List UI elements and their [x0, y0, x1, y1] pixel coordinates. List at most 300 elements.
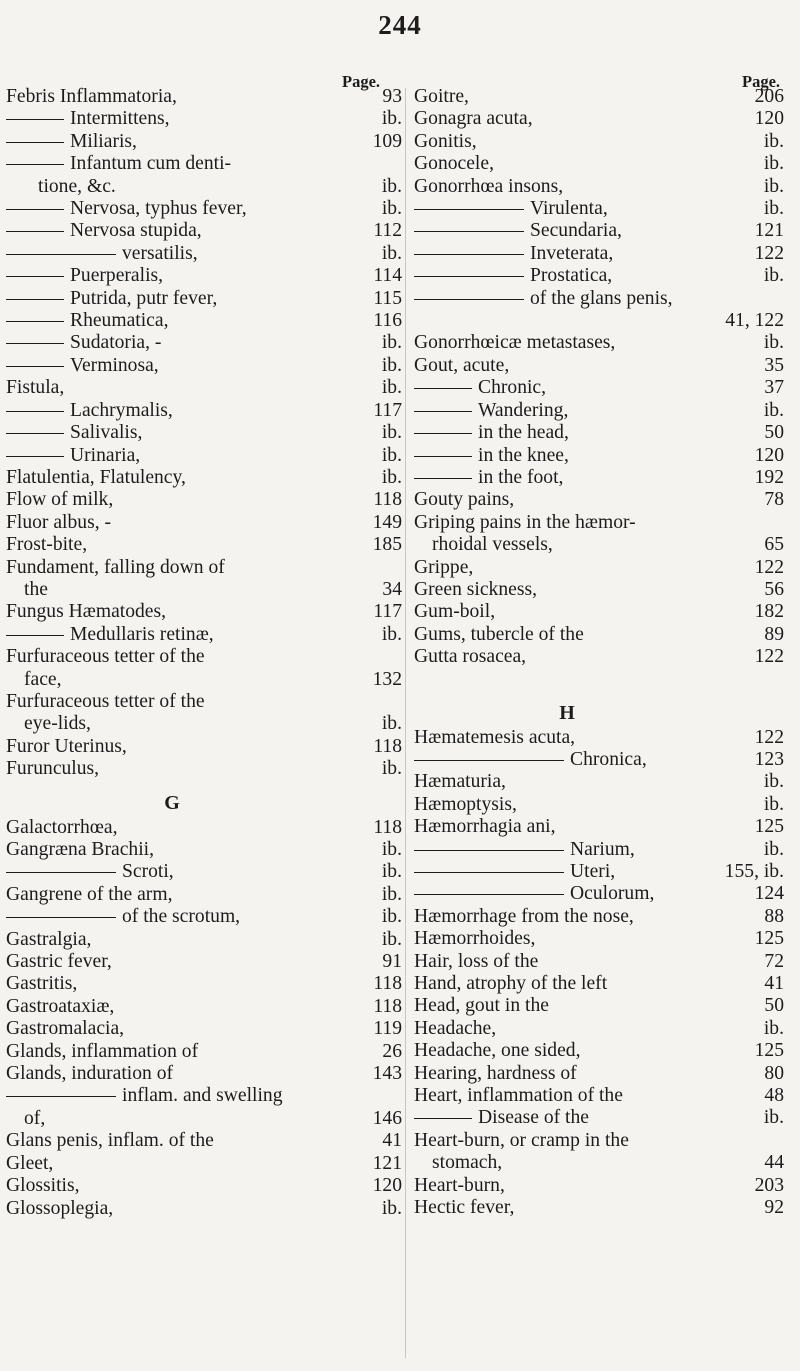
index-entry [6, 736, 402, 758]
entry-term: Glans penis, inflam. of the [6, 1130, 214, 1152]
index-entry [6, 534, 402, 556]
entry-term: Infantum cum denti- [70, 153, 232, 175]
entry-term: Glossitis, [6, 1175, 80, 1197]
entry-term: rhoidal vessels, [432, 534, 553, 556]
entry-page-ref: ib. [381, 928, 402, 950]
entry-term: Virulenta, [530, 198, 608, 220]
index-entry [6, 817, 402, 839]
entry-page-ref: 120 [754, 444, 784, 466]
index-entry [414, 928, 784, 950]
entry-term: Gangræna Brachii, [6, 839, 154, 860]
entry-page-ref: ib. [381, 422, 402, 444]
entry-term: Grippe, [414, 556, 474, 578]
entry-page-ref: 121 [754, 220, 784, 242]
entry-page-ref: 125 [754, 1040, 784, 1062]
entry-page-ref: ib. [381, 354, 402, 376]
index-entry [6, 646, 402, 668]
index-entry [6, 108, 402, 130]
entry-term: Hæmorrhage from the nose, [414, 905, 634, 927]
entry-term: Headache, [414, 1017, 497, 1039]
entry-page-ref: 118 [373, 489, 402, 511]
index-entry [414, 377, 784, 399]
index-entry [414, 176, 784, 198]
entry-term: Intermittens, [70, 108, 170, 130]
entry-page-ref: ib. [381, 242, 402, 264]
ditto-rule [6, 119, 64, 120]
entry-page-ref: ib. [763, 153, 784, 175]
entry-term: of, [24, 1107, 46, 1129]
entry-term: Frost-bite, [6, 534, 88, 556]
entry-term: Furfuraceous tetter of the [6, 690, 205, 712]
entry-term: Flatulentia, Flatulency, [6, 466, 186, 488]
entry-page-ref: 89 [764, 623, 784, 645]
entry-page-ref: 48 [764, 1085, 784, 1107]
entry-page-ref: ib. [381, 623, 402, 645]
entry-term: Green sickness, [414, 578, 537, 600]
index-entry [6, 355, 402, 377]
entry-page-ref: ib. [381, 108, 402, 130]
entry-term: Hæmatemesis acuta, [414, 726, 576, 748]
entry-term: Verminosa, [70, 354, 159, 376]
index-entry [6, 884, 402, 906]
entry-page-ref: ib. [381, 906, 402, 928]
entry-term: Chronica, [570, 748, 647, 770]
index-entry [414, 839, 784, 861]
page-column-heading-left: Page. [342, 72, 381, 91]
entry-term: Gastric fever, [6, 951, 112, 973]
index-entry [414, 1107, 784, 1129]
entry-term: Hectic fever, [414, 1197, 515, 1219]
index-column-right [414, 86, 784, 1220]
ditto-rule [414, 254, 524, 255]
entry-page-ref: 121 [372, 1152, 402, 1174]
ditto-rule [6, 366, 64, 367]
index-entry [414, 1152, 784, 1174]
index-entry [6, 758, 402, 780]
index-entry [414, 512, 784, 534]
entry-term: Disease of the [478, 1107, 589, 1129]
entry-page-ref: 112 [373, 220, 402, 242]
entry-page-ref: 116 [373, 310, 402, 332]
entry-page-ref: 132 [372, 668, 402, 690]
index-entry [6, 839, 402, 861]
index-entry [6, 243, 402, 265]
entry-page-ref: 41 [382, 1130, 402, 1152]
entry-page-ref: ib. [381, 175, 402, 197]
entry-term: Glands, induration of [6, 1063, 174, 1085]
entry-page-ref: 44 [764, 1152, 784, 1174]
index-entry [414, 995, 784, 1017]
index-entry [6, 1153, 402, 1175]
entry-term: of the glans penis, [530, 287, 673, 309]
index-entry [414, 727, 784, 749]
entry-term: Fungus Hæmatodes, [6, 601, 167, 623]
index-entry [6, 422, 402, 444]
entry-page-ref: ib. [763, 332, 784, 354]
entry-term: in the foot, [478, 466, 564, 488]
entry-page-ref: 115 [373, 287, 402, 309]
ditto-rule [6, 276, 64, 277]
index-entry [6, 198, 402, 220]
entry-page-ref: 118 [373, 735, 402, 757]
section-gap [414, 669, 784, 691]
index-entry [414, 243, 784, 265]
ditto-rule [414, 276, 524, 277]
entry-page-ref: 122 [754, 646, 784, 668]
entry-page-ref: 65 [764, 534, 784, 556]
ditto-rule [6, 343, 64, 344]
ditto-rule [414, 299, 524, 300]
entry-page-ref: 125 [754, 816, 784, 838]
index-entry [414, 794, 784, 816]
entry-page-ref: 35 [764, 354, 784, 376]
entry-term: Gastromalacia, [6, 1018, 125, 1040]
entry-term: in the head, [478, 422, 569, 444]
index-entry [6, 220, 402, 242]
entry-page-ref: 143 [372, 1063, 402, 1085]
index-entry [414, 422, 784, 444]
index-entry [6, 332, 402, 354]
entry-term: Uteri, [570, 861, 616, 882]
entry-page-ref: ib. [381, 883, 402, 905]
index-entry [6, 400, 402, 422]
entry-page-ref: 34 [382, 578, 402, 600]
index-entry [6, 288, 402, 310]
index-entry [6, 669, 402, 691]
entry-term: Lachrymalis, [70, 399, 173, 421]
entry-term: Heart-burn, or cramp in the [414, 1129, 629, 1151]
entry-page-ref: 117 [373, 399, 402, 421]
index-entry [6, 861, 402, 883]
index-entry [414, 816, 784, 838]
index-entry [414, 332, 784, 354]
entry-term: Hearing, hardness of [414, 1062, 577, 1084]
entry-page-ref: 122 [754, 726, 784, 748]
entry-page-ref: 203 [754, 1174, 784, 1196]
entry-term: Sudatoria, - [70, 332, 162, 354]
entry-page-ref: ib. [381, 466, 402, 488]
entry-page-ref: ib. [763, 175, 784, 197]
index-entry [6, 691, 402, 713]
index-entry [414, 1130, 784, 1152]
entry-term: Glands, inflammation of [6, 1040, 199, 1062]
index-entry [414, 310, 784, 332]
entry-term: Putrida, putr fever, [70, 287, 218, 309]
entry-term: Galactorrhœa, [6, 816, 118, 838]
entry-term: Fistula, [6, 377, 65, 399]
index-entry [6, 1041, 402, 1063]
entry-term: Miliaris, [70, 130, 137, 152]
entry-page-ref: 182 [754, 601, 784, 623]
entry-term: Griping pains in the hæmor- [414, 511, 636, 533]
entry-page-ref: ib. [763, 771, 784, 793]
index-entry [6, 1198, 402, 1220]
entry-term: Gouty pains, [414, 489, 515, 511]
entry-page-ref: ib. [763, 838, 784, 860]
entry-term: versatilis, [122, 242, 198, 264]
entry-page-ref: 91 [382, 951, 402, 973]
entry-term: Gutta rosacea, [414, 646, 527, 668]
entry-page-ref: 50 [764, 422, 784, 444]
entry-page-ref: 192 [754, 466, 784, 488]
entry-page-ref: 120 [372, 1175, 402, 1197]
ditto-rule [6, 635, 64, 636]
ditto-rule [414, 478, 472, 479]
index-entry [6, 906, 402, 928]
index-entry [414, 1040, 784, 1062]
index-column-left [6, 86, 402, 1220]
entry-term: Hæmorrhoides, [414, 928, 536, 950]
entry-page-ref: 122 [754, 556, 784, 578]
entry-term: Goitre, [414, 86, 469, 107]
index-entry [6, 377, 402, 399]
entry-term: Gout, acute, [414, 354, 510, 376]
entry-page-ref: 125 [754, 928, 784, 950]
entry-term: stomach, [432, 1152, 503, 1174]
entry-page-ref: 155, ib. [724, 861, 784, 882]
index-entry [414, 1085, 784, 1107]
index-entry [414, 749, 784, 771]
entry-term: Urinaria, [70, 444, 141, 466]
entry-page-ref: 118 [373, 816, 402, 838]
index-entry [414, 601, 784, 623]
entry-term: Secundaria, [530, 220, 622, 242]
index-entry [414, 1063, 784, 1085]
index-entry [6, 996, 402, 1018]
section-letter: H [559, 701, 575, 724]
index-entry [6, 265, 402, 287]
index-entry [6, 1108, 402, 1130]
entry-term: Nervosa stupida, [70, 220, 202, 242]
entry-page-ref: ib. [381, 377, 402, 399]
entry-page-ref: ib. [763, 1017, 784, 1039]
entry-page-ref: 146 [372, 1107, 402, 1129]
index-entry [6, 467, 402, 489]
index-entry [6, 1175, 402, 1197]
entry-page-ref: ib. [763, 793, 784, 815]
ditto-rule [414, 411, 472, 412]
index-entry [414, 1175, 784, 1197]
ditto-rule [414, 231, 524, 232]
entry-page-ref: ib. [381, 332, 402, 354]
entry-page-ref: 41 [764, 973, 784, 995]
entry-term: Gastralgia, [6, 928, 92, 950]
entry-page-ref: 123 [754, 748, 784, 770]
index-entry [414, 400, 784, 422]
entry-term: Febris Inflammatoria, [6, 86, 177, 107]
entry-page-ref: ib. [763, 265, 784, 287]
index-entry [6, 310, 402, 332]
entry-term: Gonorrhœicæ metastases, [414, 332, 616, 354]
entry-term: Gonagra acuta, [414, 108, 533, 130]
ditto-rule [414, 388, 472, 389]
index-entry [6, 86, 402, 108]
ditto-rule [414, 209, 524, 210]
index-entry [6, 601, 402, 623]
entry-page-ref: 41, 122 [725, 310, 784, 332]
index-entry [414, 861, 784, 883]
entry-term: Furor Uterinus, [6, 735, 127, 757]
entry-term: Gonitis, [414, 130, 477, 152]
entry-term: Gums, tubercle of the [414, 623, 584, 645]
ditto-rule [414, 433, 472, 434]
entry-term: Gangrene of the arm, [6, 883, 173, 905]
entry-page-ref: 93 [382, 86, 402, 107]
entry-page-ref: ib. [763, 130, 784, 152]
entry-term: Hæmoptysis, [414, 793, 517, 815]
entry-term: in the knee, [478, 444, 569, 466]
ditto-rule [6, 411, 64, 412]
entry-page-ref: 56 [764, 578, 784, 600]
entry-page-ref: 80 [764, 1062, 784, 1084]
index-entry [6, 131, 402, 153]
entry-term: Hæmaturia, [414, 771, 506, 793]
ditto-rule [6, 872, 116, 873]
ditto-rule [6, 917, 116, 918]
entry-page-ref: 37 [764, 377, 784, 399]
index-entry [414, 1197, 784, 1219]
index-entry [414, 951, 784, 973]
entry-page-ref: ib. [763, 1107, 784, 1129]
entry-page-ref: 50 [764, 995, 784, 1017]
entry-page-ref: ib. [381, 839, 402, 860]
entry-term: Salivalis, [70, 422, 143, 444]
index-entry [414, 557, 784, 579]
entry-term: the [24, 578, 48, 600]
ditto-rule [6, 321, 64, 322]
entry-term: Narium, [570, 838, 635, 860]
index-entry [414, 220, 784, 242]
ditto-rule [414, 872, 564, 873]
entry-term: Furfuraceous tetter of the [6, 646, 205, 668]
index-entry [6, 557, 402, 579]
entry-term: Gum-boil, [414, 601, 496, 623]
entry-page-ref: 26 [382, 1040, 402, 1062]
entry-term: inflam. and swelling [122, 1085, 283, 1107]
ditto-rule [414, 894, 564, 895]
index-entry [6, 713, 402, 735]
ditto-rule [6, 231, 64, 232]
index-entry [414, 445, 784, 467]
entry-page-ref: ib. [381, 1197, 402, 1219]
index-entry [414, 973, 784, 995]
entry-term: Gonocele, [414, 153, 494, 175]
entry-term: tione, &c. [38, 175, 116, 197]
index-entry [6, 1130, 402, 1152]
entry-page-ref: 118 [373, 973, 402, 995]
index-entry [414, 906, 784, 928]
index-entry [414, 489, 784, 511]
entry-term: face, [24, 668, 62, 690]
index-entry [414, 131, 784, 153]
entry-term: Hair, loss of the [414, 950, 539, 972]
entry-term: Gleet, [6, 1152, 54, 1174]
ditto-rule [6, 456, 64, 457]
index-entry [414, 198, 784, 220]
ditto-rule [414, 456, 472, 457]
index-entry [6, 445, 402, 467]
entry-page-ref: ib. [381, 758, 402, 780]
section-letter: G [164, 791, 180, 814]
ditto-rule [6, 433, 64, 434]
ditto-rule [414, 1118, 472, 1119]
index-entry [414, 467, 784, 489]
entry-page-ref: ib. [763, 198, 784, 220]
entry-term: Headache, one sided, [414, 1040, 581, 1062]
index-entry [6, 973, 402, 995]
entry-term: Hand, atrophy of the left [414, 973, 608, 995]
entry-term: Hæmorrhagia ani, [414, 816, 556, 838]
entry-page-ref: ib. [763, 399, 784, 421]
entry-term: Heart-burn, [414, 1174, 505, 1196]
entry-term: Furunculus, [6, 758, 100, 780]
page-number: 244 [378, 10, 422, 40]
index-entry [414, 534, 784, 556]
entry-term: Heart, inflammation of the [414, 1085, 623, 1107]
entry-page-ref: 109 [372, 130, 402, 152]
entry-page-ref: 206 [754, 86, 784, 107]
entry-page-ref: ib. [381, 198, 402, 220]
index-entry [6, 176, 402, 198]
index-entry [414, 1018, 784, 1040]
entry-page-ref: 119 [373, 1018, 402, 1040]
ditto-rule [6, 164, 64, 165]
ditto-rule [6, 142, 64, 143]
entry-page-ref: ib. [381, 713, 402, 735]
index-entry [6, 579, 402, 601]
index-entry [414, 646, 784, 668]
ditto-rule [6, 209, 64, 210]
index-entry [6, 1085, 402, 1107]
ditto-rule [6, 299, 64, 300]
page-column-heading-right: Page. [742, 72, 781, 91]
entry-page-ref: 122 [754, 242, 784, 264]
index-entry [414, 771, 784, 793]
entry-term: Prostatica, [530, 265, 613, 287]
index-entry [6, 489, 402, 511]
entry-term: Rheumatica, [70, 310, 169, 332]
entry-term: Fundament, falling down of [6, 556, 225, 578]
entry-term: Gastritis, [6, 973, 78, 995]
entry-term: Flow of milk, [6, 489, 114, 511]
entry-term: eye-lids, [24, 713, 91, 735]
entry-page-ref: 124 [754, 883, 784, 905]
entry-term: Chronic, [478, 377, 547, 399]
index-entry [6, 153, 402, 175]
ditto-rule [6, 1096, 116, 1097]
entry-term: Scroti, [122, 861, 174, 883]
entry-page-ref: ib. [381, 444, 402, 466]
entry-page-ref: 120 [754, 108, 784, 130]
entry-term: Glossoplegia, [6, 1197, 114, 1219]
entry-page-ref: 88 [764, 905, 784, 927]
index-entry [414, 288, 784, 310]
index-entry [6, 512, 402, 534]
index-entry [6, 1063, 402, 1085]
entry-page-ref: 149 [372, 511, 402, 533]
column-divider [405, 88, 406, 1358]
entry-term: of the scrotum, [122, 906, 241, 928]
entry-page-ref: 92 [764, 1197, 784, 1219]
index-entry [6, 1018, 402, 1040]
entry-term: Inveterata, [530, 242, 614, 264]
entry-term: Medullaris retinæ, [70, 623, 214, 645]
entry-page-ref: 117 [373, 601, 402, 623]
entry-term: Gastroataxiæ, [6, 995, 115, 1017]
entry-term: Puerperalis, [70, 265, 164, 287]
ditto-rule [6, 254, 116, 255]
index-entry [414, 153, 784, 175]
